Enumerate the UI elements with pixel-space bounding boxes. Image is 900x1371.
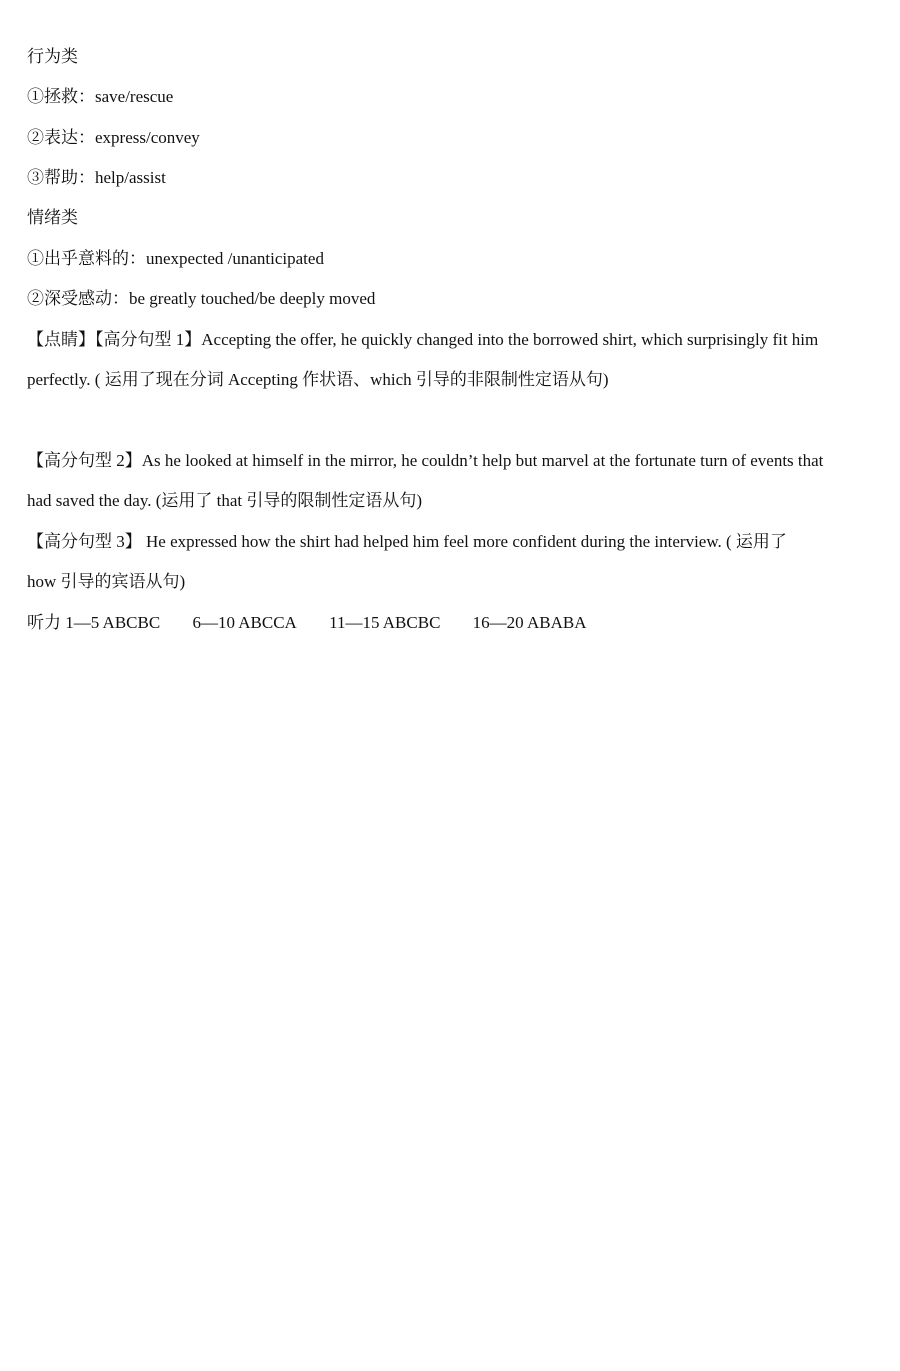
listening-answers — [27, 613, 615, 633]
answer-group-1: 1—5 ABCBC — [65, 613, 161, 632]
sentence-2-line-2: had saved the day. (运用了 that 引导的限制性定语从句) — [27, 491, 423, 510]
sentence-2-line-1: 【高分句型 2】As he looked at himself in the mirror, he couldn’t help but marvel at the fortunate turn of events that — [27, 451, 824, 470]
answer-group-4: 16—20 ABABA — [472, 613, 587, 632]
sentence-3-line-1: 【高分句型 3】 He expressed how the shirt had helped him feel more confident during the interview. ( 运用了 — [27, 532, 787, 551]
emotion-item-unexpected: ①出乎意料的：unexpected /unanticipated — [27, 249, 324, 268]
answer-group-2: 6—10 ABCCA — [192, 613, 297, 632]
sentence-1-line-2: perfectly. ( 运用了现在分词 Accepting 作状语、which 引导的非限制性定语从句) — [27, 370, 609, 389]
action-item-rescue: ①拯救：save/rescue — [27, 87, 174, 106]
action-heading: 行为类 — [27, 47, 78, 66]
sentence-1-line-1: 【点睛】【高分句型 1】Accepting the offer, he quickly changed into the borrowed shirt, which surprisingly fit him — [27, 330, 819, 349]
emotion-item-touched: ②深受感动：be greatly touched/be deeply moved — [27, 289, 376, 308]
emotion-heading: 情绪类 — [27, 208, 78, 227]
action-item-express: ②表达：express/convey — [27, 128, 200, 147]
listening-label: 听力 — [27, 613, 61, 632]
sentence-3-line-2: how 引导的宾语从句) — [27, 572, 186, 591]
action-item-help: ③帮助：help/assist — [27, 168, 166, 187]
answer-group-3: 11—15 ABCBC — [329, 613, 441, 632]
